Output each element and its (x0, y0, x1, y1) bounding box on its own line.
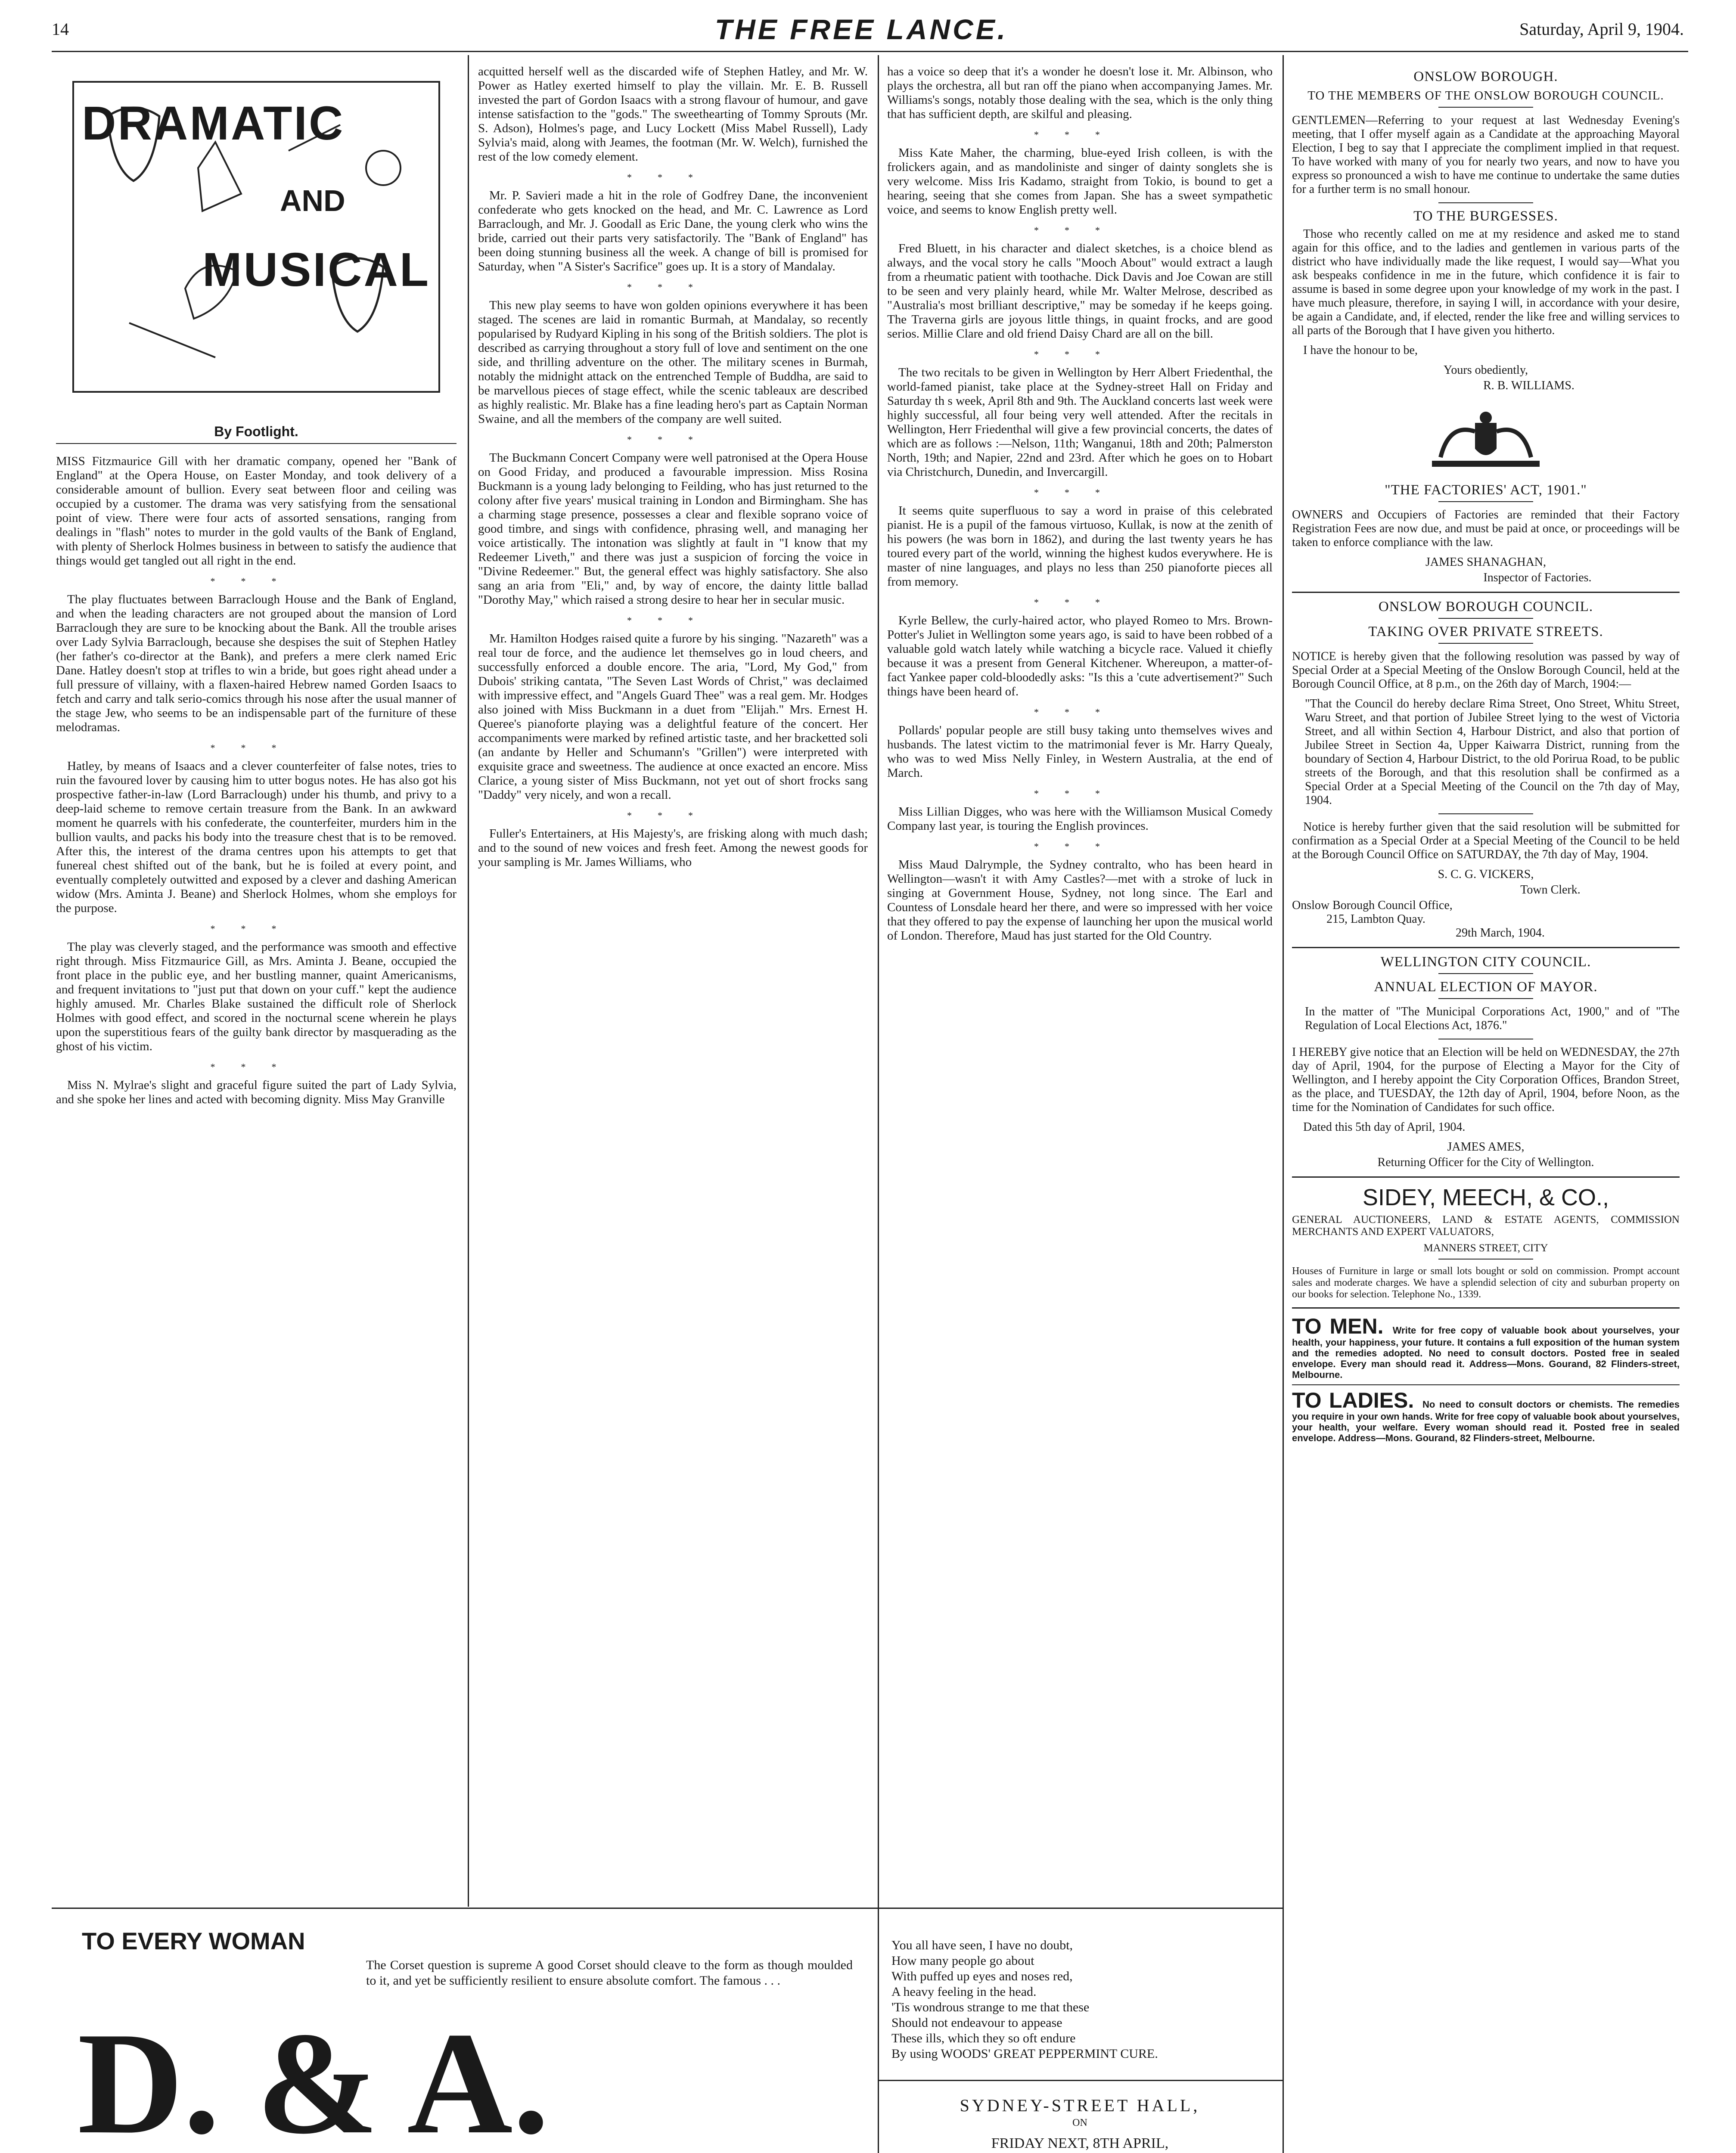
logo-word-musical: MUSICAL (202, 243, 431, 296)
section-rule (878, 1908, 1283, 1909)
notice-divider (1292, 1307, 1680, 1309)
signature-williams: R. B. WILLIAMS. (1483, 379, 1575, 392)
article-paragraph: Mr. Hamilton Hodges raised quite a furore by his singing. "Nazareth" was a real tour de force, and the audience let themselves go in loud cheers, and successfully enforced a double encore. The aria, "Lord, My God," from Dubois' striking cantata, "The Seven Last Words of Christ," was declaimed with impressive effect, and "Angels Guard Thee" was a real gem. Mr. Hodges also joined with Miss Buckmann in a duet from "Elijah." Mrs. Ernest H. Queree's pianoforte playing was a delightful feature of the concert. Her accompaniments were marked by refined artistic taste, and her bracketted soli (an andante by Heller and Schumann's "Grillen") were interpreted with exquisite grace and sweetness. The audience at once exacted an encore. Miss Clarice, a young sister of Miss Buckmann, not yet out of short frocks sang "Daddy" very nicely, and won a recall. (478, 632, 868, 802)
corset-brand: D. & A. (78, 2002, 550, 2153)
verse-line: 'Tis wondrous strange to me that these (891, 2000, 1090, 2014)
separator-stars: *** (627, 282, 719, 292)
article-paragraph: Miss Lillian Digges, who was here with the Williamson Musical Comedy Company last year, is touring the English provinces. (887, 805, 1273, 833)
separator-stars: *** (210, 923, 302, 934)
article-paragraph: The play was cleverly staged, and the performance was smooth and effective right through. Miss Fitzmaurice Gill, as Mrs. Aminta J. Beane, occupied the front place in the public eye, and her bustling manner, quaint Americanisms, and frequent invitations to "just put that down on your cuff." kept the audience highly amused. Mr. Charles Blake sustained the difficult role of Sherlock Holmes with good effect, and scored in the nocturnal scene wherein he plays upon the superstitious fears of the guilty bank director by masquerading as the ghost of his victim. (56, 940, 457, 1053)
masthead (52, 13, 1684, 47)
column-notices (1292, 65, 1680, 1443)
sidey-meech-title: SIDEY, MEECH, & CO., (1362, 1185, 1609, 1210)
notice-rule (1438, 501, 1533, 502)
notice-rule (1438, 202, 1533, 203)
corset-advertisement (65, 1925, 866, 2153)
article-paragraph: Kyrle Bellew, the curly-haired actor, who played Romeo to Mrs. Brown-Potter's Juliet in Wellington some years ago, is said to have been robbed of a valuable gold watch lately while watching a bicycle race. Valued it chiefly because it was a present from General Kitchener. Whereupon, a matter-of-fact Yankee paper cold-bloodedly asks: "Is this a 'cute advertisement?" Such things have been heard of. (887, 614, 1273, 698)
article-paragraph: Hatley, by means of Isaacs and a clever counterfeiter of false notes, tries to ruin the favoured lover by causing him to utter bogus notes. He has also got his prospective father-in-law (Lord Barraclough) under his thumb, and privy to a deep-laid scheme to remove certain treasure from the Bank. In an awkward moment he quarrels with his confederate, the counterfeiter, murders him in the bullion vaults, and packs his body into the treasure chest that is to be removed. After this, the interest of the drama centres upon his attempts to get that funereal chest shifted out of the bank, but he is foiled at every point, and eventually completely outwitted and exposed by a clever and dashing American widow (Mrs. Aminta J. Beane) and Sherlock Holmes, whom she employs for the purpose. (56, 759, 457, 915)
to-ladies-advertisement (1292, 1390, 1680, 1443)
notice-divider (1292, 947, 1680, 948)
article-paragraph: The Buckmann Concert Company were well patronised at the Opera House on Good Friday, and produced a favourable impression. Miss Rosina Buckmann is a young lady belonging to Feilding, who has just returned to the colony after five years' musical training in London and Birmingham. She has a charming stage presence, possesses a clear and flexible soprano voice of good timbre, and sings with confidence, phrasing well, and managing her voice artistically. The intonation was slightly at fault in "I know that my Redeemer Liveth," and there was just a suspicion of forcing the voice in "Divine Redeemer." But, the general effect was highly satisfactory. She also sang an aria from "Eli," and, by way of encore, the dainty little ballad "Dorothy May," which raised a strong desire to hear her in secular music. (478, 451, 868, 607)
crest-icon (1415, 410, 1557, 475)
verse-line: These ills, which they so oft endure (891, 2031, 1076, 2045)
verse-line: How many people go about (891, 1954, 1034, 1968)
newspaper-title: THE FREE LANCE. (714, 13, 1008, 45)
separator-stars: *** (627, 434, 719, 445)
recital-hall: SYDNEY-STREET HALL, (960, 2096, 1200, 2115)
recital-friday: FRIDAY NEXT, 8TH APRIL, (991, 2135, 1169, 2151)
notice-paragraph: GENTLEMEN—Referring to your request at last Wednesday Evening's meeting, that I offer myself again as a Candidate at the approaching Mayoral Election, I beg to say that I appreciate the compliment implied in that request. To have worked with many of you for nearly two years, and now to have you express so pronounced a wish to have me continue to undertake the same duties for a further term is no small honour. (1292, 114, 1680, 196)
separator-stars: *** (1034, 597, 1126, 608)
recital-on: ON (1072, 2117, 1087, 2128)
notice-rule (1438, 813, 1533, 814)
separator-stars: *** (1034, 129, 1126, 140)
separator-stars: *** (1034, 487, 1126, 498)
separator-stars: *** (1034, 707, 1126, 717)
column-rule (878, 55, 879, 2153)
signature-title: Returning Officer for the City of Wellington. (1377, 1156, 1594, 1169)
notice-divider (1292, 1176, 1680, 1178)
wellington-council-heading: WELLINGTON CITY COUNCIL. (1380, 954, 1591, 970)
article-paragraph: Miss N. Mylrae's slight and graceful figure suited the part of Lady Sylvia, and she spoke her lines and acted with becoming dignity. Miss May Granville (56, 1078, 457, 1106)
issue-date: Saturday, April 9, 1904. (1519, 19, 1684, 39)
masthead-rule (52, 51, 1688, 52)
sidey-meech-address: MANNERS STREET, CITY (1423, 1242, 1548, 1254)
recital-advertisement (887, 2097, 1273, 2153)
burgesses-heading: TO THE BURGESSES. (1413, 208, 1558, 224)
notice-paragraph: Notice is hereby further given that the said resolution will be submitted for confirmation as a Special Order at a Special Meeting of the Council to be held at the Borough Council Office on SATURDAY, the 7th day of May, 1904. (1292, 820, 1680, 861)
column-rule (1283, 55, 1284, 2153)
verse-line: You all have seen, I have no doubt, (891, 1938, 1073, 1952)
to-men-text: Write for free copy of valuable book about yourselves, your health, your happiness, your future. It contains a full exposition of the human system and the remedies adopted. No need to consult doctors. Posted free in sealed envelope. Every man should read it. Address—Mons. Gourand, 82 Flinders-street, Melbourne. (1292, 1325, 1680, 1380)
notice-date: 29th March, 1904. (1456, 926, 1545, 940)
corset-ad-intro: The Corset question is supreme A good Corset should cleave to the form as though moulded to it, and yet be sufficiently resilient to ensure absolute comfort. The famous . . . (366, 1958, 853, 1988)
dramatic-musical-logo (56, 65, 457, 418)
separator-stars: *** (210, 742, 302, 753)
byline-rule (56, 443, 457, 444)
peppermint-cure-verse (891, 1938, 1270, 2062)
notice-rule (1438, 107, 1533, 108)
article-paragraph: This new play seems to have won golden opinions everywhere it has been staged. The scenes are laid in romantic Burmah, at Mandalay, so recently popularised by Rudyard Kipling in his song of the British soldiers. The plot is described as carrying throughout a story full of love and sentiment on the one side, and thrilling adventure on the other. The military scenes in Burmah, notably the midnight attack on the entrenched Temple of Buddha, are said to be marvellous pieces of stage effect, while the scenic tableaux are described as highly realistic. Mr. Blake has a fine leading hero's part as Captain Norman Swaine, and all the members of the company are well suited. (478, 298, 868, 426)
separator-stars: *** (1034, 225, 1126, 236)
article-paragraph: MISS Fitzmaurice Gill with her dramatic company, opened her "Bank of England" at the Opera House, on Easter Monday, and took delivery of a considerable amount of bullion. Every seat between floor and ceiling was occupied by a customer. The drama was very satisfying from the sensational point of view. There were four acts of assorted sensations, ranging from dealings in "flash" notes to murder in the gold vaults of the Bank of England, with plenty of Sherlock Holmes business in between to satisfy the audience that things would get tangled out all right in the end. (56, 454, 457, 568)
notice-paragraph: Those who recently called on me at my residence and asked me to stand again for this office, and to the ladies and gentlemen in various parts of the district who have individually made the like request, I would say—What you ask bespeaks confidence in me in the future, which confidence it is fair to assume is based in some degree upon your knowledge of my work in the past. I have much pleasure, therefore, in saying I will, in accordance with your desire, be again a Candidate, and, if elected, render the like free and willing services to all parts of the Borough that I have given you hitherto. (1292, 227, 1680, 337)
section-rule (52, 1908, 878, 1909)
signature-title: Inspector of Factories. (1483, 571, 1592, 584)
article-paragraph: has a voice so deep that it's a wonder he doesn't lose it. Mr. Albinson, who plays the orchestra, all but ran off the piano when accompanying James. Mr. Williams's songs, notably those dealing with the sea, which is the only thing that has sufficient depth, are skilful and pleasing. (887, 65, 1273, 121)
section-rule (878, 2080, 1283, 2081)
factories-act-heading: "THE FACTORIES' ACT, 1901." (1385, 482, 1587, 498)
to-ladies-title: TO LADIES. (1292, 1388, 1414, 1412)
signature-ames: JAMES AMES, (1447, 1140, 1525, 1154)
signature-vickers: S. C. G. VICKERS, (1438, 868, 1534, 881)
notice-paragraph: I HEREBY give notice that an Election will be held on WEDNESDAY, the 27th day of April, 1904, for the purpose of Electing a Mayor for the City of Wellington, and I hereby appoint the City Corporation Offices, Brandon Street, as the place, and TUESDAY, the 12th day of April, 1904, before Noon, as the time for the Nomination of Candidates for such office. (1292, 1045, 1680, 1114)
separator-stars: *** (1034, 349, 1126, 360)
article-paragraph: It seems quite superfluous to say a word in praise of this celebrated pianist. He is a pupil of the famous virtuoso, Kullak, is now at the zenith of his powers (he was born in 1862), and during the last twenty years he has toured every part of the world, winning the highest kudos everywhere. He is master of nine languages, and plays no less than 250 pianoforte pieces all from memory. (887, 504, 1273, 589)
separator-stars: *** (210, 576, 302, 586)
column-music-notes (887, 65, 1273, 949)
to-ladies-text: No need to consult doctors or chemists. The remedies you require in your own hands. Write for free copy of valuable book about yourselves, your health, your welfare. Every woman should read it. Posted free in sealed envelope. Address—Mons. Gourand, 82 Flinders-street, Melbourne. (1292, 1399, 1680, 1443)
verse-line: With puffed up eyes and noses red, (891, 1969, 1073, 1983)
article-paragraph: Pollards' popular people are still busy taking unto themselves wives and husbands. The latest victim to the matrimonial fever is Mr. Harry Quealy, who was to wed Miss Nelly Finley, in Western Australia, at the end of March. (887, 723, 1273, 780)
article-paragraph: Mr. P. Savieri made a hit in the role of Godfrey Dane, the inconvenient confederate who gets knocked on the head, and Mr. C. Lawrence as Lord Barraclough, and Mr. J. Goodall as Eric Dane, the young clerk who wins the bride, carried out their parts very satisfactorily. The "Bank of England" has been doing stunning business all the week. A change of bill is promised for Saturday, when "A Sister's Sacrifice" goes up. It is a story of Mandalay. (478, 189, 868, 273)
article-paragraph: The play fluctuates between Barraclough House and the Bank of England, and when the leading characters are not grouped about the mansion of Lord Barraclough they are sure to be knocking about the Bank. All the trouble arises over Lady Sylvia Barraclough, because she despises the suit of Stephen Hatley (her father's co-director at the Bank), and prefers a mere clerk named Eric Dane. Hatley doesn't stop at trifles to win a bride, but goes right ahead under a full pressure of villainy, with a flaxen-haired Hebrew named Gorden Isaacs to fetch and carry and talk serio-comics through his nose after the usual manner of the stage Jew, who seems to be an indispensable part of the furniture of these melodramas. (56, 593, 457, 734)
notice-divider (1292, 592, 1680, 593)
separator-stars: *** (210, 1061, 302, 1072)
to-men-title: TO MEN. (1292, 1314, 1384, 1338)
sidey-meech-services: GENERAL AUCTIONEERS, LAND & ESTATE AGENTS, COMMISSION MERCHANTS AND EXPERT VALUATORS, (1292, 1214, 1680, 1238)
article-paragraph: Fuller's Entertainers, at His Majesty's, are frisking along with much dash; and to the sound of new voices and fresh feet. Among the newest goods for your sampling is Mr. James Williams, who (478, 827, 868, 869)
notice-rule (1438, 998, 1533, 999)
sidey-meech-details: Houses of Furniture in large or small lots bought or sold on commission. Prompt account sales and moderate charges. We have a splendid selection of city and suburban property on our books for selection. Telephone No., 1339. (1292, 1266, 1680, 1300)
notice-rule (1438, 618, 1533, 619)
separator-stars: *** (1034, 788, 1126, 799)
byline: By Footlight. (214, 424, 298, 439)
verse-line: A heavy feeling in the head. (891, 1985, 1037, 1999)
article-paragraph: Miss Maud Dalrymple, the Sydney contralto, who has been heard in Wellington—wasn't it with Amy Castles?—met with a stroke of luck in singing at Government House, Sydney, not long since. The Earl and Countess of Lonsdale heard her there, and were so impressed with her voice that they offered to pay the expense of launching her upon the musical world of London. Therefore, Maud has just started for the Old Country. (887, 858, 1273, 943)
column-theatre-continued (478, 65, 868, 875)
logo-word-and: AND (280, 184, 345, 217)
signature-shanaghan: JAMES SHANAGHAN, (1425, 555, 1547, 569)
notice-paragraph: NOTICE is hereby given that the following resolution was passed by way of Special Order at a Special Meeting of the Onslow Borough Council, held at the Borough Council Office, at 8 p.m., on the 26th day of March, 1904:— (1292, 650, 1680, 691)
notice-closing: I have the honour to be, (1303, 344, 1418, 357)
resolution-text: "That the Council do hereby declare Rima Street, Ono Street, Whitu Street, Waru Street, and that portion of Jubilee Street lying to the west of Victoria Street, and all within Section 4, Harbour District, and also that portion of Jubilee Street in Section 4a, Upper Kaiwarra District, running from the boundary of Section 4, Harbour District, to the old Porirua Road, to be public streets of the Borough, and that this resolution shall be confirmed as a Special Order at a Special Meeting of the Council on the 7th day of May, 1904. (1305, 697, 1680, 807)
separator-stars: *** (627, 615, 719, 626)
separator-stars: *** (627, 810, 719, 821)
onslow-members-heading: TO THE MEMBERS OF THE ONSLOW BOROUGH COUNCIL. (1307, 89, 1664, 102)
private-streets-heading: TAKING OVER PRIVATE STREETS. (1368, 624, 1603, 639)
onslow-borough-heading: ONSLOW BOROUGH. (1413, 69, 1558, 84)
notice-rule (1438, 1259, 1533, 1260)
article-paragraph: acquitted herself well as the discarded wife of Stephen Hatley, and Mr. W. Power as Hatley exerted himself to play the villain. Mr. E. B. Russell invested the part of Gordon Isaacs with a strong flavour of humour, and gave intense satisfaction to the "gods." The sweethearting of Tommy Sprouts (Mr. S. Adson), Holmes's page, and Lucy Lockett (Miss Mabel Russell), Lady Sylvia's maid, along with Jeames, the footman (Mr. W. Welch), furnished the rest of the low comedy element. (478, 65, 868, 164)
notice-address: Onslow Borough Council Office, (1292, 899, 1453, 912)
notice-paragraph: OWNERS and Occupiers of Factories are reminded that their Factory Registration Fees are now due, and must be paid at once, or proceedings will be taken to enforce compliance with the law. (1292, 508, 1680, 549)
separator-stars: *** (627, 172, 719, 183)
royal-coat-of-arms (1292, 410, 1680, 478)
notice-paragraph: In the matter of "The Municipal Corporations Act, 1900," and of "The Regulation of Local Elections Act, 1876." (1305, 1005, 1680, 1032)
article-paragraph: Miss Kate Maher, the charming, blue-eyed Irish colleen, is with the frolickers again, and as mandoliniste and singer of dainty songlets she is very welcome. Miss Iris Kadamo, straight from Tokio, is bound to get a hearing, seeing that she comes from Japan. She has a sweet sympathetic voice, and seems to know English pretty well. (887, 146, 1273, 217)
signature-title: Town Clerk. (1520, 883, 1581, 897)
separator-stars: *** (1034, 841, 1126, 852)
logo-word-dramatic: DRAMATIC (82, 97, 345, 150)
verse-line: Should not endeavour to appease (891, 2016, 1062, 2030)
verse-line: By using WOODS' GREAT PEPPERMINT CURE. (891, 2047, 1158, 2061)
notice-date: Dated this 5th day of April, 1904. (1303, 1120, 1466, 1134)
onslow-council-heading: ONSLOW BOROUGH COUNCIL. (1378, 599, 1593, 614)
notice-divider (1292, 1384, 1680, 1385)
notice-closing: Yours obediently, (1443, 363, 1528, 377)
mayor-election-heading: ANNUAL ELECTION OF MAYOR. (1374, 979, 1598, 995)
to-men-advertisement (1292, 1315, 1680, 1380)
article-paragraph: Fred Bluett, in his character and dialect sketches, is a choice blend as always, and the vocal story he calls "Mooch About" would extract a laugh from a rheumatic patient with toothache. Dick Davis and Joe Cowan are still to be seen and very plainly heard, while Mr. Walter Melrose, described as "Australia's most brilliant descriptive," may be someday if he keeps going. The Traverna girls are joyous little things, in quaint frocks, and are good serios. Millie Clare and old friend Daisy Chard are all on the bill. (887, 242, 1273, 341)
article-paragraph: The two recitals to be given in Wellington by Herr Albert Friedenthal, the world-famed pianist, take place at the Sydney-street Hall on Friday and Saturday th s week, April 8th and 9th. The Auckland concerts last week were highly successful, all four being very well attended. After the recitals in Wellington, Herr Friedenthal will give a few provincial concerts, the dates of which are as follows :—Nelson, 11th; Wanganui, 18th and 20th; Palmerston North, 19th; and Napier, 22nd and 23rd. After which he goes on to Hobart via Christchurch, Dunedin, and Invercargill. (887, 366, 1273, 479)
column-dramatic-musical (56, 65, 457, 1113)
notice-address: 215, Lambton Quay. (1326, 912, 1425, 926)
notice-rule (1438, 643, 1533, 644)
column-rule (468, 55, 469, 1907)
notice-rule (1438, 973, 1533, 974)
page-number: 14 (52, 19, 69, 39)
corset-ad-title: TO EVERY WOMAN (82, 1927, 305, 1954)
